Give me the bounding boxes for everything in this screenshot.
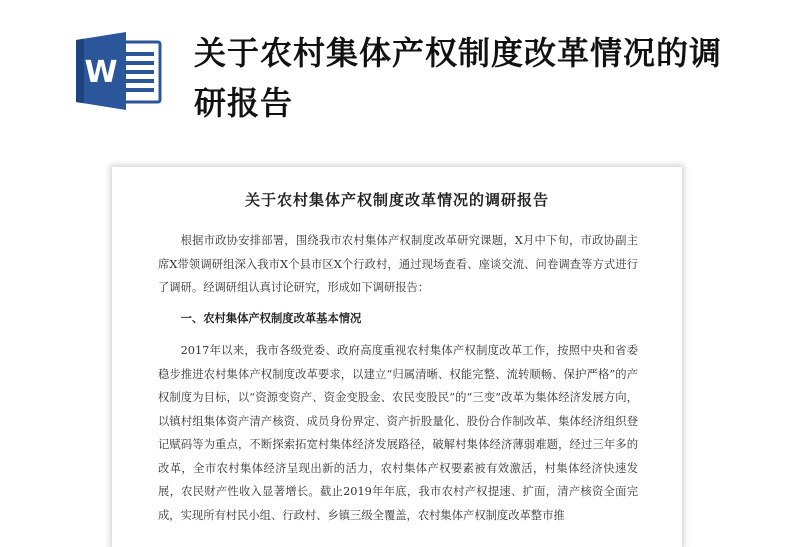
document-preview [112,167,682,547]
word-icon-letter: W [84,55,118,90]
page-title: 关于农村集体产权制度改革情况的调研报告 [194,34,723,122]
word-document-icon [76,32,164,110]
page-header [0,0,800,140]
section-heading: 一、农村集体产权制度改革基本情况 [180,311,362,325]
document-title: 关于农村集体产权制度改革情况的调研报告 [244,191,549,209]
body-paragraph: 2017年以来，我市各级党委、政府高度重视农村集体产权制度改革工作，按照中央和省委稳步推进农村集体产权制度改革要求，以建立“归属清晰、权能完整、流转顺畅、保护严格”的产权制度为目标，以“资源变资产、资金变股金、农民变股民”的“三变”改革为集体经济发展方向，以镇村组集体资产清产核资、成员身份界定、资产折股量化、股份合作制改革、集体经济组织登记赋码等为重点，不断探索拓宽村集体经济发展路径，破解村集体经济薄弱难题，经过三年多的改革，全市农村集体经济呈现出新的活力，农村集体产权要素被有效激活，村集体经济快速发展，农民财产性收入显著增长。截止2019年年底，我市农村产权提速、扩面，清产核资全面完成，实现所有村民小组、行政村、乡镇三级全覆盖，农村集体产权制度改革整市推 [158,344,638,522]
intro-paragraph: 根据市政协安排部署，围绕我市农村集体产权制度改革研究课题，X月中下旬，市政协副主席X带领调研组深入我市X个县市区X个行政村，通过现场查看、座谈交流、问卷调查等方式进行了调研。经调研组认真讨论研究，形成如下调研报告： [158,234,638,294]
